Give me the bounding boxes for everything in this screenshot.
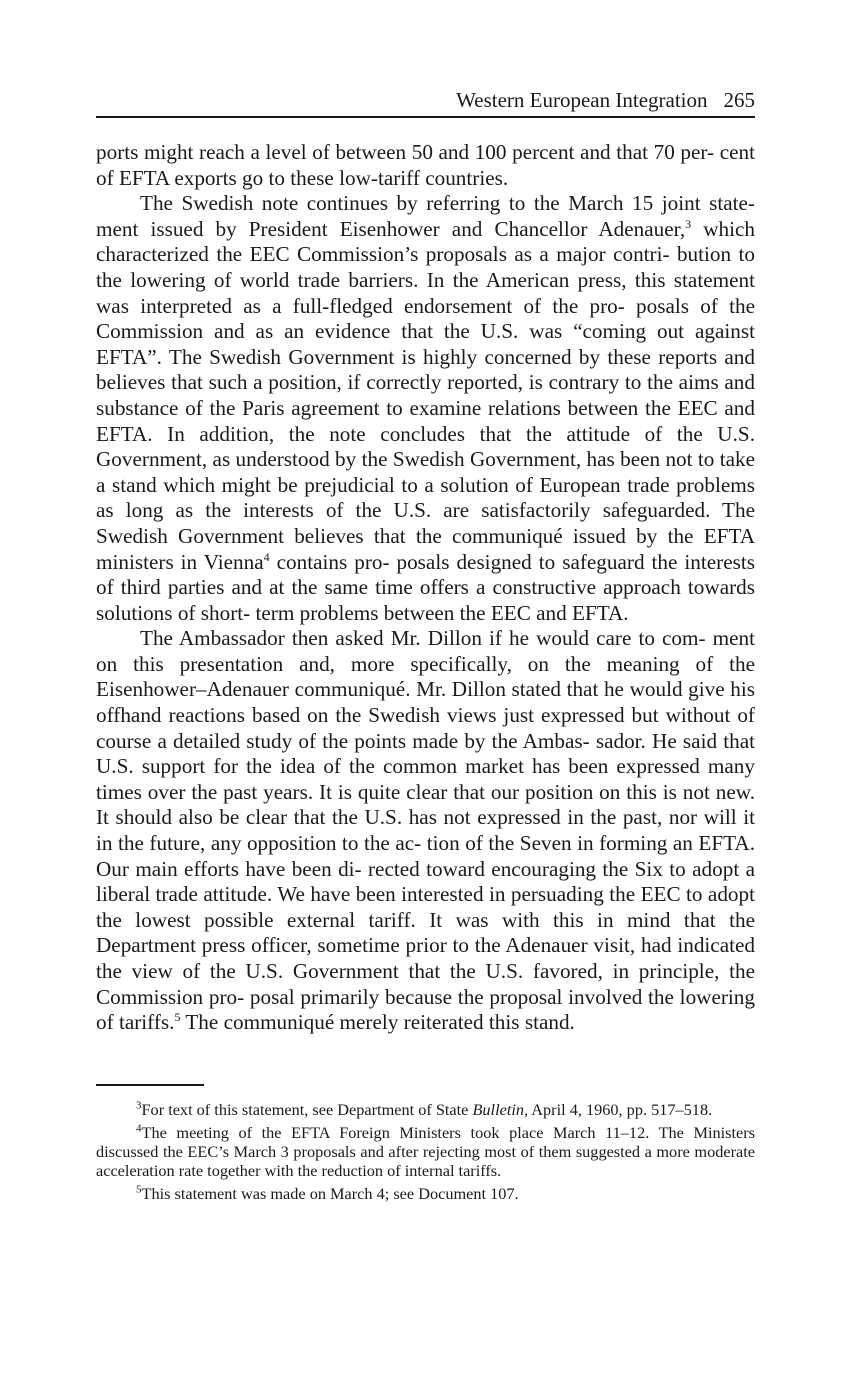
paragraph-2-text-c: contains pro- posals designed to safeguard the interests of third parties and at the same time offers a constructive approach towards solutions of short- term problems between the EEC and EFTA. [96, 549, 755, 625]
page-number: 265 [723, 88, 755, 112]
footnotes [96, 1100, 755, 1203]
paragraph-1-text: ports might reach a level of between 50 and 100 percent and that 70 per- cent of EFTA exports go to these low-tariff countries. [96, 140, 755, 190]
footnote-text: This statement was made on March 4; see Document 107. [141, 1183, 519, 1203]
paragraph-3-text-a: The Ambassador then asked Mr. Dillon if he would care to com- ment on this presentation and, more specifically, on the meaning of the Eisenhower–Adenauer communiqué. Mr. Dillon stated that he would give his offhand reactions based on the Swedish views just expressed but without of course a detailed study of the points made by the Ambas- sador. He said that U.S. support for the idea of the common market has been expressed many times over the past years. It is quite clear that our position on this is not new. It should also be clear that the U.S. has not expressed in the past, nor will it in the future, any opposition to the ac- tion of the Seven in forming an EFTA. Our main efforts have been di- rected toward encouraging the Six to adopt a liberal trade attitude. We have been interested in persuading the EEC to adopt the lowest possible external tariff. It was with this in mind that the Department press officer, sometime prior to the Adenauer visit, had indicated the view of the U.S. Government that the U.S. favored, in principle, the Commission pro- posal primarily because the proposal involved the lowering of tariffs. [96, 626, 755, 1035]
footnote-number: 5 [136, 1183, 142, 1196]
running-header [96, 86, 755, 118]
footnote-divider [96, 1084, 204, 1086]
body-text [96, 140, 755, 1036]
footnote-text: For text of this statement, see Department of State [141, 1099, 473, 1119]
paragraph-2 [96, 191, 755, 626]
document-page [96, 86, 755, 1207]
paragraph-2-text-b: which characterized the EEC Commission’s proposals as a major contri- bution to the lowering of world trade barriers. In the American press, this statement was interpreted as a full-fledged endorsement of the pro- posals of the Commission and as an evidence that the U.S. was “coming out against EFTA”. The Swedish Government is highly concerned by these reports and believes that such a position, if correctly reported, is contrary to the aims and substance of the Paris agreement to examine relations between the EEC and EFTA. In addition, the note concludes that the attitude of the U.S. Government, as understood by the Swedish Government, has been not to take a stand which might be prejudicial to a solution of European trade problems as long as the interests of the U.S. are satisfactorily safeguarded. The Swedish Government believes that the communiqué issued by the EFTA ministers in Vienna [96, 216, 755, 574]
footnote-italic-title: Bulletin, [472, 1099, 529, 1119]
footnote-4 [96, 1123, 755, 1180]
footnote-ref-4[interactable]: 4 [263, 549, 270, 564]
footnote-3 [96, 1100, 755, 1119]
footnote-number: 4 [136, 1122, 142, 1135]
paragraph-3-text-b: The communiqué merely reiterated this stand. [180, 1010, 575, 1035]
footnote-ref-3[interactable]: 3 [685, 216, 692, 231]
paragraph-2-text-a: The Swedish note continues by referring to the March 15 joint state- ment issued by President Eisenhower and Chancellor Adenauer, [96, 191, 755, 241]
footnote-number: 3 [136, 1099, 142, 1112]
footnote-5 [96, 1184, 755, 1203]
footnote-ref-5[interactable]: 5 [174, 1010, 181, 1025]
running-title: Western European Integration [456, 88, 708, 112]
footnote-text: April 4, 1960, pp. 517–518. [528, 1099, 713, 1119]
paragraph-1 [96, 140, 755, 191]
footnote-text: The meeting of the EFTA Foreign Ministers took place March 11–12. The Ministers discussed the EEC’s March 3 proposals and after rejecting most of them suggested a more moderate acceleration rate together with the reduction of internal tariffs. [96, 1122, 755, 1180]
paragraph-3 [96, 626, 755, 1036]
